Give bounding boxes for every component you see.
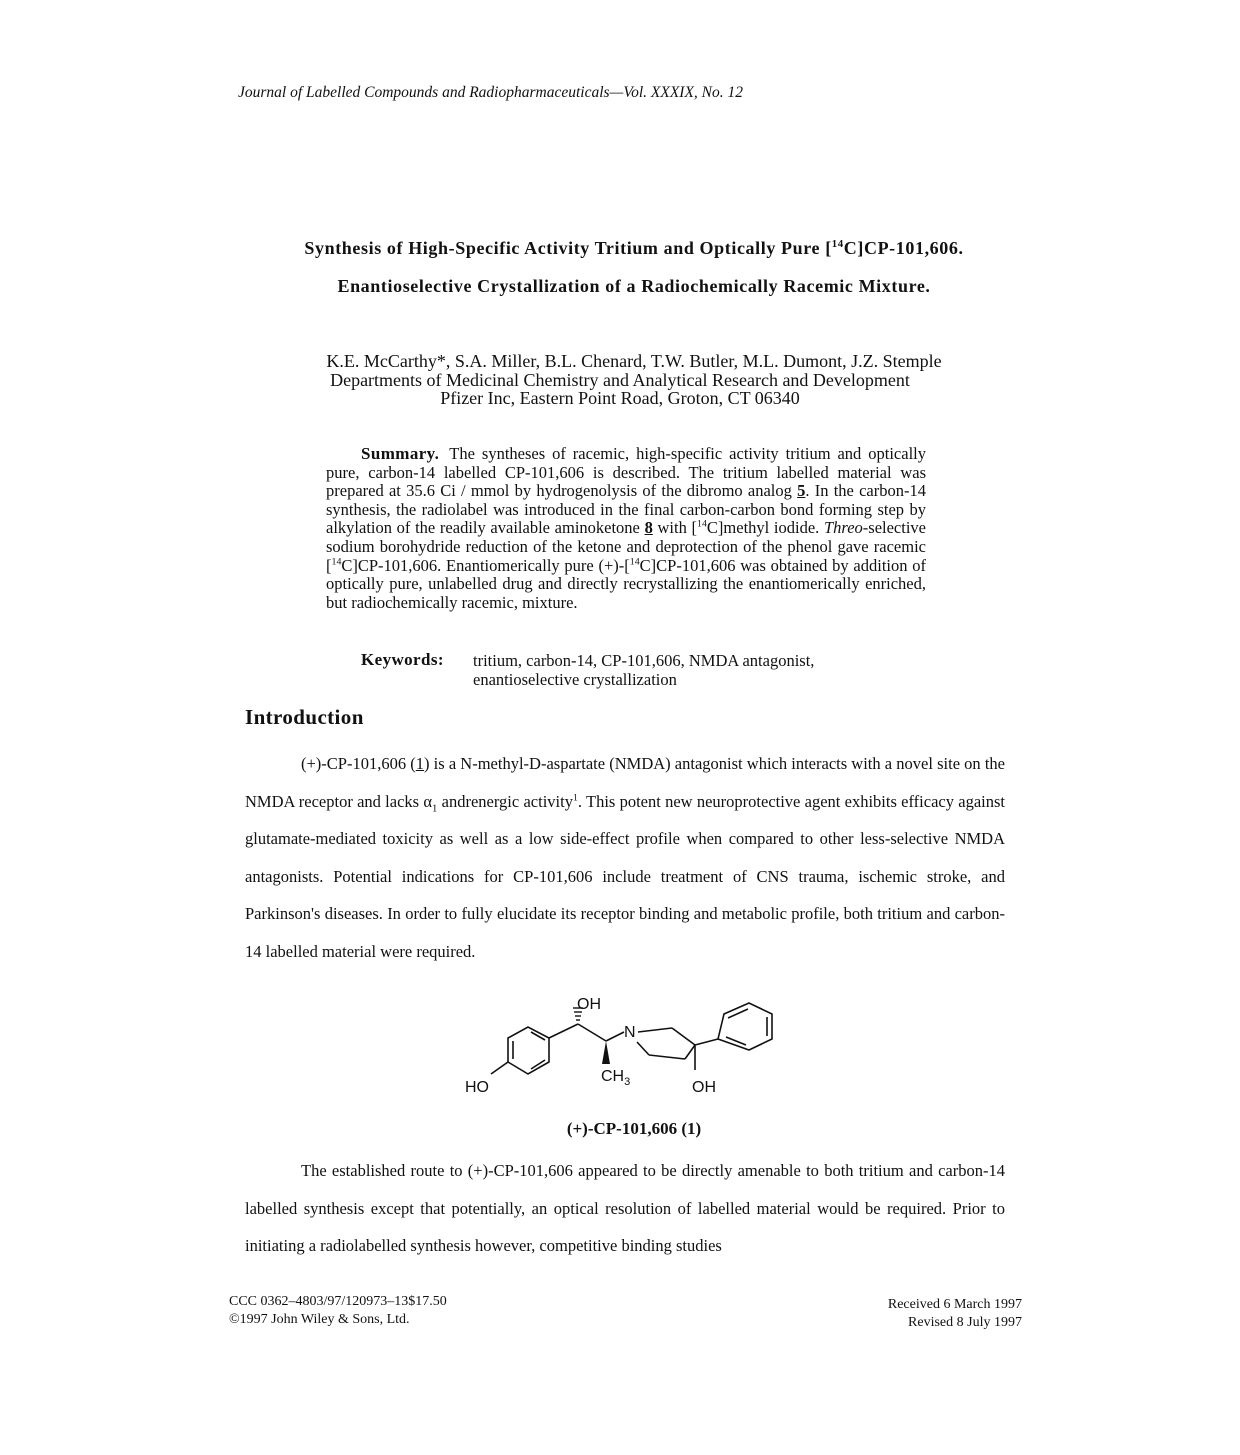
chemical-structure-cp-101606 bbox=[458, 990, 788, 1110]
received-dates: Received 6 March 1997 Revised 8 July 1997 bbox=[887, 1297, 1022, 1330]
compound-ref-5: 5 bbox=[797, 481, 806, 501]
paper-title-line2: Enantioselective Crystallization of a Radiochemically Racemic Mixture. bbox=[337, 276, 931, 296]
label-oh-top: OH bbox=[577, 996, 601, 1013]
intro-paragraph-1: (+)-CP-101,606 (1) is a N-methyl-D-aspartate (NMDA) antagonist which interacts with a novel site on the NMDA receptor and lacks $\alpha_1$ andrenergic activity$^1$. This potent new neuroprotective agent exhibits efficacy against glutamate-mediated toxicity as well as a low side-effect profile when compared to other less-selective NMDA antagonists. Potential indications for CP-101,606 include treatment of CNS trauma, ischemic stroke, and Parkinson's diseases. In order to fully elucidate its receptor binding and metabolic profile, both tritium and carbon-14 labelled material were required. bbox=[245, 754, 1005, 961]
author-list: K.E. McCarthy*, S.A. Miller, B.L. Chenard, T.W. Butler, M.L. Dumont, J.Z. Stemple bbox=[326, 351, 942, 371]
paper-title-line1: Synthesis of High-Specific Activity Tritium and Optically Pure [$^{14}$C]CP-101,606. bbox=[304, 238, 964, 258]
summary-label: Summary. bbox=[361, 444, 440, 463]
journal-header: Journal of Labelled Compounds and Radiopharmaceuticals—Vol. XXXIX, No. 12 bbox=[238, 84, 744, 101]
label-oh-bottom: OH bbox=[692, 1079, 716, 1096]
label-n: N bbox=[624, 1024, 636, 1041]
keywords-label: Keywords: bbox=[361, 650, 444, 669]
keywords-list: tritium, carbon-14, CP-101,606, NMDA antagonist, enantioselective crystallization bbox=[473, 651, 815, 689]
structure-caption: (+)-CP-101,606 (1) bbox=[566, 1119, 702, 1138]
ccc-code: CCC 0362–4803/97/120973–13$17.50 ©1997 John Wiley & Sons, Ltd. bbox=[229, 1294, 447, 1327]
summary-abstract: Summary. The syntheses of racemic, high-specific activity tritium and optically pure, carbon-14 labelled CP-101,606 is described. The tritium labelled material was prepared at 35.6 Ci / mmol by hydrogenolysis of the dibromo analog 5. In the carbon-14 synthesis, the radiolabel was introduced in the final carbon-carbon bond forming step by alkylation of the readily available aminoketone 8 with [$^{14}$C]methyl iodide. Threo-selective sodium borohydride reduction of the ketone and deprotection of the phenol gave racemic [$^{14}$C]CP-101,606. Enantiomerically pure (+)-[$^{14}$C]CP-101,606 was obtained by addition of optically pure, unlabelled drug and directly recrystallizing the enantiomerically enriched, but radiochemically racemic, mixture. bbox=[326, 444, 926, 612]
author-department: Departments of Medicinal Chemistry and Analytical Research and Development bbox=[330, 370, 910, 390]
label-ch3: $CH_3$ bbox=[601, 1068, 631, 1088]
author-address: Pfizer Inc, Eastern Point Road, Groton, CT 06340 bbox=[440, 388, 800, 408]
intro-paragraph-2: The established route to (+)-CP-101,606 appeared to be directly amenable to both tritium and carbon-14 labelled synthesis except that potentially, an optical resolution of labelled material would be required. Prior to initiating a radiolabelled synthesis however, competitive binding studies bbox=[245, 1161, 1005, 1255]
label-ho: HO bbox=[465, 1079, 489, 1096]
compound-ref-8: 8 bbox=[644, 518, 653, 538]
compound-ref-1: 1 bbox=[415, 754, 424, 773]
section-heading-introduction: Introduction bbox=[245, 705, 364, 729]
